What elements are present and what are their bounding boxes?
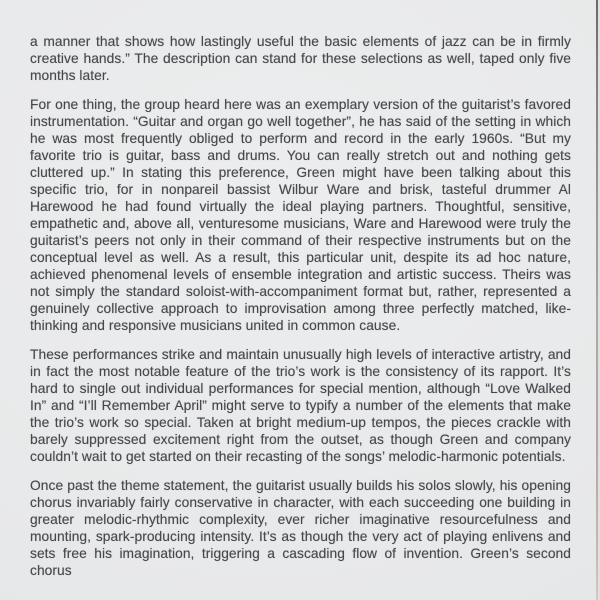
- paragraph-1: a manner that shows how lastingly useful the basic elements of jazz can be in firmly creative hands.” The description can stand for these selections as well, taped only five months later.: [30, 34, 571, 83]
- scan-edge-line: [596, 0, 598, 600]
- liner-notes-text: [30, 33, 571, 579]
- paragraph-3: These performances strike and maintain unusually high levels of interactive artistry, and in fact the most notable feature of the trio’s work is the consistency of its rapport. It’s hard to single out individual performances for special mention, although “Love Walked In” and “I’ll Remember April” might serve to typify a number of the elements that make the trio’s work so special. Taken at bright medium-up tempos, the pieces crackle with barely suppressed excitement right from the outset, as though Green and company couldn’t wait to get started on their recasting of the songs’ melodic-harmonic potentials.: [30, 347, 571, 464]
- paragraph-4: Once past the theme statement, the guitarist usually builds his solos slowly, his opening chorus invariably fairly conservative in character, with each succeeding one building in greater melodic-rhythmic complexity, ever richer imaginative resourcefulness and mounting, spark-producing intensity. It’s as though the very act of playing enlivens and sets free his imagination, triggering a cascading flow of invention. Green’s second chorus: [30, 478, 571, 578]
- paragraph-2: For one thing, the group heard here was an exemplary version of the guitarist’s favored instrumentation. “Guitar and organ go well together”, he has said of the setting in which he was most frequently obliged to perform and record in the early 1960s. “But my favorite trio is guitar, bass and drums. You can really stretch out and nothing gets cluttered up.” In stating this preference, Green might have been talking about this specific trio, for in nonpareil bassist Wilbur Ware and brisk, tasteful drummer Al Harewood he had found virtually the ideal playing partners. Thoughtful, sensitive, empathetic and, above all, venturesome musicians, Ware and Harewood were truly the guitarist’s peers not only in their command of their respective instruments but on the conceptual level as well. As a result, this particular unit, despite its ad hoc nature, achieved phenomenal levels of ensemble integration and artistic success. Theirs was not simply the standard soloist-with-accompaniment format but, rather, represented a genuinely collective approach to improvisation among three perfectly matched, like-thinking and responsive musicians united in common cause.: [30, 97, 571, 333]
